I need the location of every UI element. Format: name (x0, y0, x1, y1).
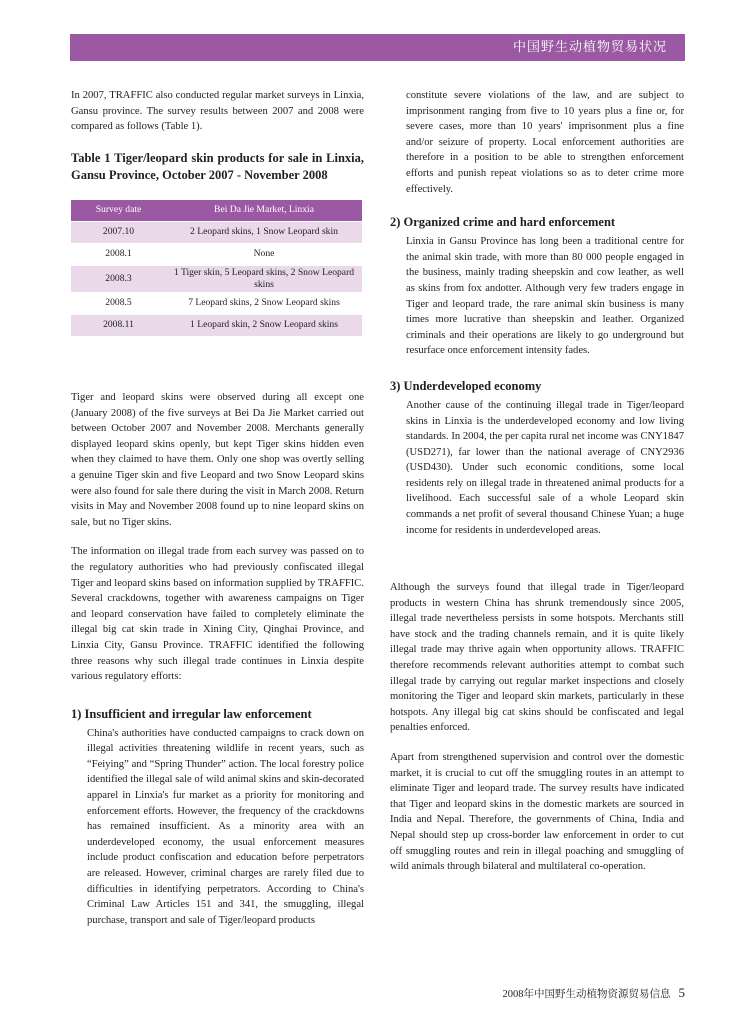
table-cell: 7 Leopard skins, 2 Snow Leopard skins (166, 292, 362, 314)
table-title: Table 1 Tiger/leopard skin products for sale in Linxia, Gansu Province, October 2007 - November 2008 (71, 150, 364, 182)
table-row (71, 243, 362, 265)
regulatory-paragraph: The information on illegal trade from each survey was passed on to the regulatory authorities who had previously confiscated illegal Tiger and leopard skins based on information supplied by TRAFFIC. Several crackdowns, together with awareness campaigns on Tiger and leopard conservation have failed to completely eliminate the illegal big cat skin trade in Xining City, Qinghai Province, and Linxia City, Gansu Province. TRAFFIC identified the following three reasons why such illegal trade continues in Linxia despite various regulatory efforts: (71, 546, 364, 683)
intro-paragraph: In 2007, TRAFFIC also conducted regular market surveys in Linxia, Gansu province. The survey results between 2007 and 2008 were compared as follows (Table 1). (71, 90, 364, 133)
table-row (71, 265, 362, 292)
recommendation-paragraph: Although the surveys found that illegal trade in Tiger/leopard products in western China has shrunk tremendously since 2005, illegal trade nevertheless persists in some hotspots. Merchants still have stock and the trading channels remain, and it is quite likely illegal trade may thrive again when opportunity allows. TRAFFIC therefore recommends relevant authorities attempt to combat such illegal trade by carrying out regular market inspections and closely monitoring the Tiger and leopard skin markets, particularly in these hotspots. Any illegal big cat skins should be confiscated and legal penalties enforced. (390, 582, 684, 734)
page-footer (503, 985, 686, 1003)
section-1-text: China's authorities have conducted campaigns to crack down on illegal activities threatening wildlife in recent years, such as “Feiying” and “Spring Thunder” action. The local forestry police identified the illegal sale of wild animal skins and skin-decorated apparel in Linxia's fur market as a priority for monitoring and enforcement efforts. However, the frequency of the crackdowns has remained insufficient. As a minority area with an underdeveloped economy, the usual enforcement measures include product confiscation and education before perpetrators are released. However, criminal charges are rarely filed due to difficulties in identifying perpetrators. According to China's Criminal Law Articles 151 and 341, the smuggling, illegal purchase, transport and sale of Tiger/leopard products (87, 727, 364, 926)
table-cell: 2008.11 (71, 314, 166, 336)
table-cell: 1 Tiger skin, 5 Leopard skins, 2 Snow Leopard skins (166, 265, 362, 292)
left-column (71, 88, 364, 336)
skin-products-table (71, 200, 362, 336)
table-row (71, 221, 362, 243)
right-column (390, 88, 684, 538)
table-cell: 2007.10 (71, 221, 166, 243)
table-header-row (71, 200, 362, 222)
survey-findings-paragraph: Tiger and leopard skins were observed during all except one (January 2008) of the five surveys at Bei Da Jie Market carried out between October 2007 and November 2008. Merchants generally displayed leopard skins openly, but kept Tiger skins hidden even when they claimed to have them. Only one shop was overtly selling a genuine Tiger skin and five Leopard and two Snow Leopard skins were also found for sale there during the visit in March 2008. Return visits in May and November 2008 found up to nine leopard skins on sale, but no Tiger skins. (71, 392, 364, 528)
footer-text: 2008年中国野生动植物资源贸易信息 (502, 989, 671, 1000)
table-row (71, 292, 362, 314)
section-heading-1: 1) Insufficient and irregular law enforcement (71, 706, 312, 721)
table-cell: None (166, 243, 362, 265)
section-3-text: Another cause of the continuing illegal trade in Tiger/leopard skins in Linxia is the underdeveloped economy and low living standards. In 2004, the per capita rural net income was CNY1847 (USD271), far lower than the national average of CNY2936 (USD430). Under such economic conditions, some local residents rely on illegal trade in threatened animal products for a livelihood. Each successful sale of a whole Leopard skin commands a net profit of several thousand Chinese Yuan; a huge income for residents in underdeveloped areas. (406, 399, 684, 536)
table-cell: 2008.5 (71, 292, 166, 314)
table-cell: 2 Leopard skins, 1 Snow Leopard skin (166, 221, 362, 243)
table-cell: 2008.1 (71, 243, 166, 265)
section-heading-2: 2) Organized crime and hard enforcement (390, 215, 616, 230)
table-header-cell: Survey date (71, 200, 166, 222)
page-number: 5 (678, 985, 685, 1000)
page-header-bar (70, 34, 685, 61)
table-cell: 2008.3 (71, 265, 166, 292)
table-cell: 1 Leopard skin, 2 Snow Leopard skins (166, 314, 362, 336)
header-title: 中国野生动植物贸易状况 (512, 40, 667, 55)
table-row (71, 314, 362, 336)
cross-border-paragraph: Apart from strengthened supervision and control over the domestic market, it is crucial to cut off the smuggling routes in an attempt to eliminate Tiger and leopard trade. The survey results have indicated that Tiger and leopard skins in the domestic markets are sourced in India and Nepal. Therefore, the governments of China, India and Nepal should step up cross-border law enforcement in order to cut off smuggling routes and rein in illegal poaching and smuggling of wild animals through bilateral and multilateral co-operation. (390, 751, 684, 873)
table-header-cell: Bei Da Jie Market, Linxia (166, 200, 362, 222)
section-heading-3: 3) Underdeveloped economy (390, 378, 542, 393)
section-2-text: Linxia in Gansu Province has long been a traditional centre for the animal skin trade, with more than 80 000 people engaged in the business, mainly trading sheepskin and cow leather, as well as skins from fox andotter. Although very few traders engage in Tiger and leopard trade, the rare animal skin business is many times more lucrative than sheepskin and leather. Organized criminals and their operations are likely to go underground but resurface once enforcement intensity fades. (406, 236, 684, 357)
left-column-body (71, 390, 364, 928)
continued-paragraph: constitute severe violations of the law, and are subject to imprisonment ranging from five to 10 years plus a fine or, for severe cases, more than 10 years' imprisonment plus a fine and/or seizure of property. Local enforcement authorities are therefore in a position to be able to strengthen enforcement efforts and punish repeat violations so as to deter crime more effectively. (406, 90, 684, 195)
right-column-body (390, 580, 684, 875)
